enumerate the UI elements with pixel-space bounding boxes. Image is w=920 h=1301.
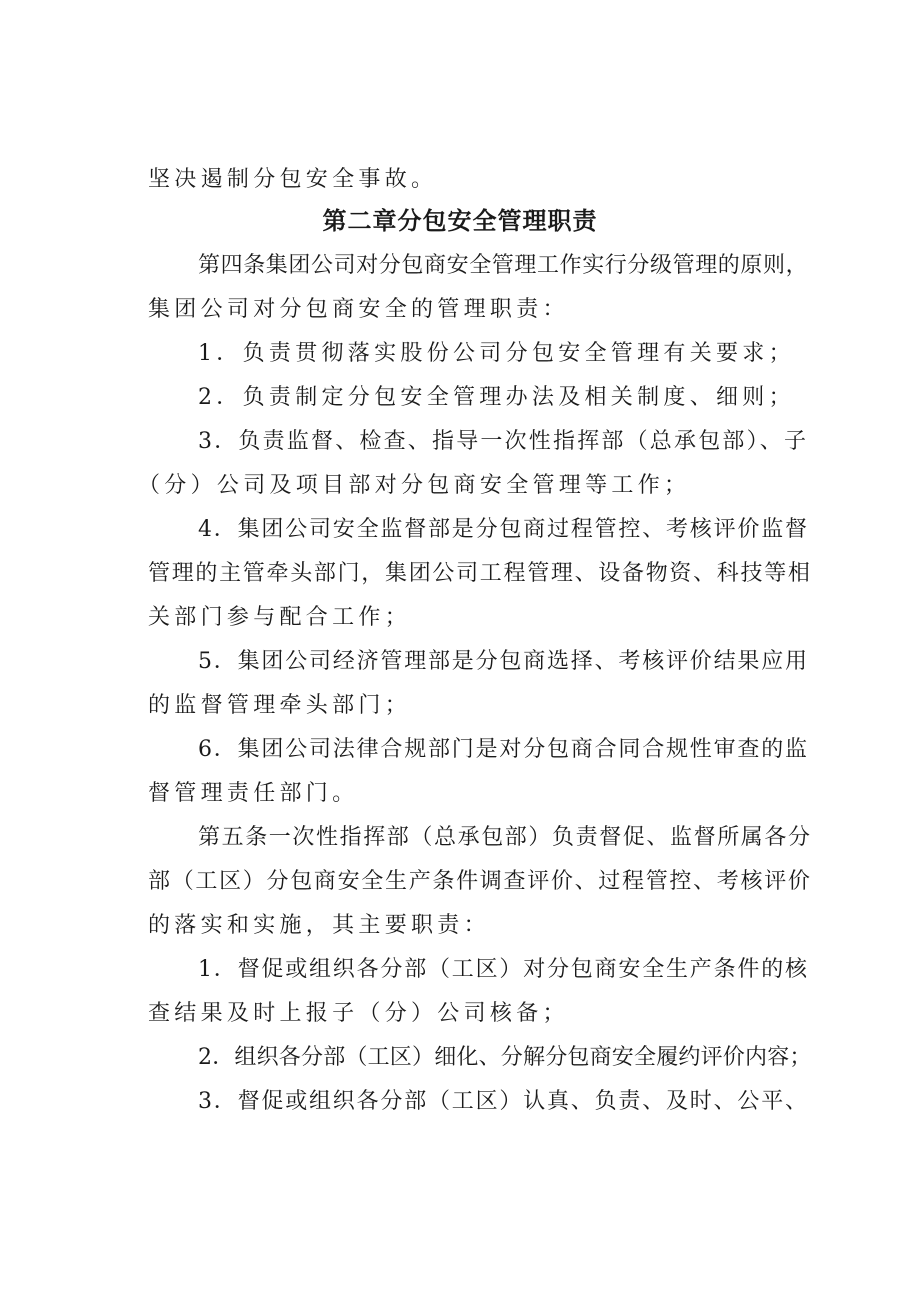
- list-item-5: 5．集团公司经济管理部是分包商选择、考核评价结果应用: [198, 649, 809, 674]
- list-item-6: 6．集团公司法律合规部门是对分包商合同合规性审查的监: [198, 737, 809, 762]
- list-item-1: 1．负责贯彻落实股份公司分包安全管理有关要求；: [198, 341, 795, 366]
- paragraph-line: 坚决遏制分包安全事故。: [148, 167, 438, 192]
- paragraph-line: 查结果及时上报子（分）公司核备；: [148, 1001, 569, 1026]
- list-item-4: 4．集团公司安全监督部是分包商过程管控、考核评价监督: [198, 517, 809, 542]
- article-5-intro: 第五条一次性指挥部（总承包部）负责督促、监督所属各分: [198, 825, 812, 850]
- paragraph-line: 的监督管理牵头部门；: [148, 693, 412, 718]
- paragraph-line: （分）公司及项目部对分包商安全管理等工作；: [138, 473, 691, 498]
- chapter-heading: 第二章分包安全管理职责: [322, 207, 598, 235]
- article-4-intro: 第四条集团公司对分包商安全管理工作实行分级管理的原则，: [198, 253, 809, 278]
- paragraph-line: 关部门参与配合工作；: [148, 605, 412, 630]
- paragraph-line: 管理的主管牵头部门，集团公司工程管理、设备物资、科技等相: [148, 561, 812, 586]
- paragraph-line: 督管理责任部门。: [148, 781, 359, 806]
- list-item-3: 3．负责监督、检查、指导一次性指挥部（总承包部）、子: [198, 429, 809, 454]
- list-item-3: 3．督促或组织各分部（工区）认真、负责、及时、公平、: [198, 1089, 809, 1114]
- list-item-2: 2．负责制定分包安全管理办法及相关制度、细则；: [198, 385, 795, 410]
- list-item-1: 1．督促或组织各分部（工区）对分包商安全生产条件的核: [198, 957, 809, 982]
- paragraph-line: 的落实和实施，其主要职责：: [148, 913, 490, 938]
- paragraph-line: 集团公司对分包商安全的管理职责：: [148, 297, 569, 322]
- paragraph-line: 部（工区）分包商安全生产条件调查评价、过程管控、考核评价: [148, 869, 812, 894]
- list-item-2: 2．组织各分部（工区）细化、分解分包商安全履约评价内容；: [198, 1045, 812, 1070]
